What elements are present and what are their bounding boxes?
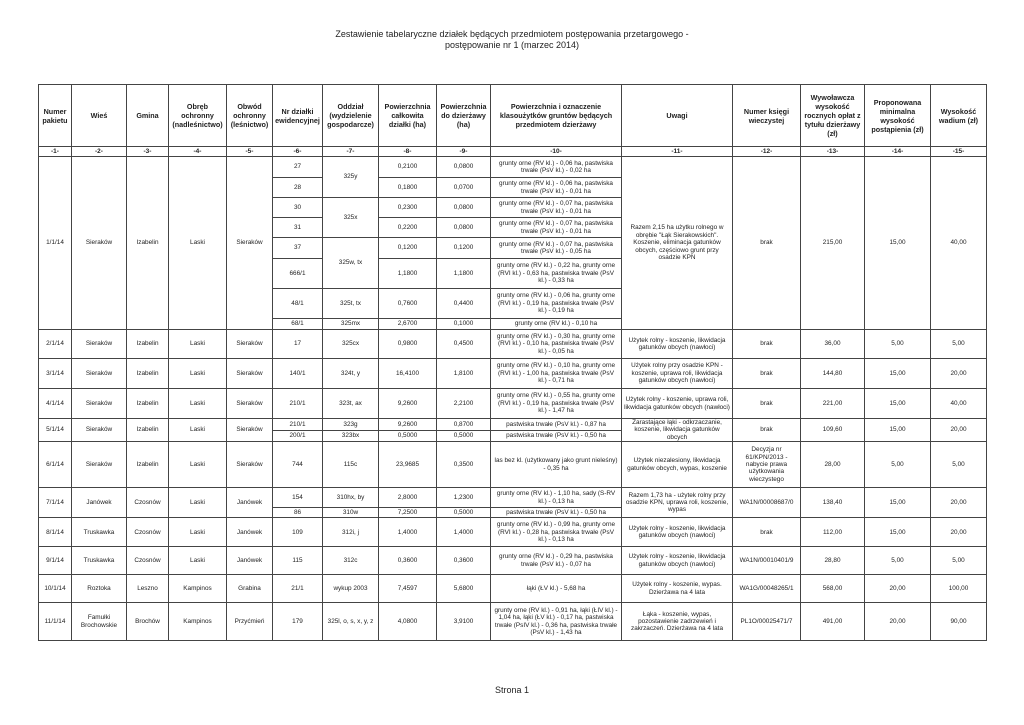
min-bid-increment: 15,00	[865, 488, 931, 518]
header-cell: Numer pakietu	[39, 85, 72, 147]
column-number: -13-	[801, 147, 865, 157]
deposit: 40,00	[931, 389, 987, 419]
column-number: -6-	[273, 147, 323, 157]
header-cell: Powierzchnia i oznaczenie klasoużytków gruntów będących przedmiotem dzierżawy	[491, 85, 622, 147]
forest-section: 324t, y	[323, 359, 379, 389]
packet-number: 10/1/14	[39, 575, 72, 603]
deposit: 40,00	[931, 157, 987, 330]
protective-circuit: Janówek	[227, 488, 273, 518]
parcel-number: 210/1	[273, 419, 323, 431]
column-number: -7-	[323, 147, 379, 157]
protective-district: Laski	[169, 518, 227, 547]
table-row	[39, 389, 987, 419]
village: Sieraków	[72, 359, 127, 389]
village: Sieraków	[72, 419, 127, 442]
forest-section: 325w, tx	[323, 238, 379, 289]
forest-section: wykup 2003	[323, 575, 379, 603]
protective-district: Laski	[169, 359, 227, 389]
total-area: 1,4000	[379, 518, 437, 547]
min-bid-increment: 5,00	[865, 547, 931, 575]
parcel-number: 115	[273, 547, 323, 575]
header-cell: Powierzchnia do dzierżawy (ha)	[437, 85, 491, 147]
column-number: -10-	[491, 147, 622, 157]
remarks: Użytek rolny przy osadzie KPN - koszenie, uprawa roli, likwidacja gatunków obcych (nawłoci)	[622, 359, 733, 389]
protective-district: Kampinos	[169, 575, 227, 603]
column-number: -9-	[437, 147, 491, 157]
commune: Czosnów	[127, 518, 169, 547]
deposit: 20,00	[931, 488, 987, 518]
starting-fee: 491,00	[801, 603, 865, 641]
forest-section: 325cx	[323, 330, 379, 359]
lease-area: 0,3500	[437, 442, 491, 488]
remarks: Razem 1,73 ha - użytek rolny przy osadzie KPN, uprawa roli, koszenie, wypas	[622, 488, 733, 518]
land-classes: grunty orne (RV kl.) - 1,10 ha, sady (S-RV kl.) - 0,13 ha	[491, 488, 622, 508]
column-number: -3-	[127, 147, 169, 157]
lease-area: 0,0800	[437, 198, 491, 218]
table-row	[39, 442, 987, 488]
commune: Izabelin	[127, 389, 169, 419]
starting-fee: 36,00	[801, 330, 865, 359]
header-cell: Numer księgi wieczystej	[733, 85, 801, 147]
total-area: 23,9685	[379, 442, 437, 488]
commune: Czosnów	[127, 547, 169, 575]
protective-circuit: Janówek	[227, 518, 273, 547]
packet-number: 6/1/14	[39, 442, 72, 488]
land-classes: grunty orne (RV kl.) - 0,29 ha, pastwiska trwałe (PsV kl.) - 0,07 ha	[491, 547, 622, 575]
lease-area: 0,0800	[437, 157, 491, 178]
lease-area: 0,4400	[437, 289, 491, 319]
parcel-number: 68/1	[273, 319, 323, 330]
min-bid-increment: 5,00	[865, 442, 931, 488]
remarks: Użytek rolny - koszenie, likwidacja gatunków obcych (nawłoci)	[622, 518, 733, 547]
packet-number: 11/1/14	[39, 603, 72, 641]
protective-district: Laski	[169, 389, 227, 419]
starting-fee: 221,00	[801, 389, 865, 419]
total-area: 7,4597	[379, 575, 437, 603]
total-area: 0,3600	[379, 547, 437, 575]
total-area: 4,0800	[379, 603, 437, 641]
total-area: 0,2100	[379, 157, 437, 178]
parcel-number: 30	[273, 198, 323, 218]
header-cell: Powierzchnia całkowita działki (ha)	[379, 85, 437, 147]
lease-area: 1,8100	[437, 359, 491, 389]
parcel-number: 31	[273, 218, 323, 238]
protective-circuit: Grabina	[227, 575, 273, 603]
protective-district: Laski	[169, 547, 227, 575]
parcel-number: 37	[273, 238, 323, 259]
column-number: -8-	[379, 147, 437, 157]
table-row	[39, 603, 987, 641]
forest-section: 325l, o, s, x, y, z	[323, 603, 379, 641]
remarks: Zarastające łąki - odkrzaczanie, koszenie, likwidacja gatunków obcych	[622, 419, 733, 442]
total-area: 16,4100	[379, 359, 437, 389]
land-classes: grunty orne (RV kl.) - 0,06 ha, grunty orne (RVI kl.) - 0,19 ha, pastwiska trwałe (PsV kl.) - 0,19 ha	[491, 289, 622, 319]
village: Sieraków	[72, 442, 127, 488]
commune: Izabelin	[127, 330, 169, 359]
village: Sieraków	[72, 330, 127, 359]
total-area: 2,8000	[379, 488, 437, 508]
remarks: Łąka - koszenie, wypas, pozostawienie zadrzewień i zakrzaczeń. Dzierżawa na 4 lata	[622, 603, 733, 641]
table-row	[39, 419, 987, 431]
land-register: Decyzja nr 61/KPN/2013 - nabycie prawa użytkowania wieczystego	[733, 442, 801, 488]
land-register: brak	[733, 518, 801, 547]
parcel-number: 28	[273, 178, 323, 198]
header-row	[39, 85, 987, 147]
land-register: WA1G/00048265/1	[733, 575, 801, 603]
starting-fee: 28,00	[801, 442, 865, 488]
land-classes: pastwiska trwałe (PsV kl.) - 0,50 ha	[491, 508, 622, 518]
column-number: -1-	[39, 147, 72, 157]
column-number-row	[39, 147, 987, 157]
lease-area: 0,5000	[437, 508, 491, 518]
parcel-number: 86	[273, 508, 323, 518]
forest-section: 325x	[323, 198, 379, 238]
lease-area: 0,0800	[437, 218, 491, 238]
protective-circuit: Sieraków	[227, 419, 273, 442]
forest-section: 310w	[323, 508, 379, 518]
starting-fee: 112,00	[801, 518, 865, 547]
land-classes: łąki (ŁV kl.) - 5,68 ha	[491, 575, 622, 603]
parcel-number: 27	[273, 157, 323, 178]
protective-circuit: Sieraków	[227, 389, 273, 419]
min-bid-increment: 15,00	[865, 157, 931, 330]
table-row	[39, 518, 987, 547]
land-classes: grunty orne (RV kl.) - 0,06 ha, pastwiska trwałe (PsV kl.) - 0,02 ha	[491, 157, 622, 178]
total-area: 1,1800	[379, 259, 437, 289]
land-classes: grunty orne (RV kl.) - 0,07 ha, pastwiska trwałe (PsV kl.) - 0,05 ha	[491, 238, 622, 259]
protective-district: Laski	[169, 442, 227, 488]
land-register: brak	[733, 359, 801, 389]
lease-area: 0,1000	[437, 319, 491, 330]
total-area: 7,2500	[379, 508, 437, 518]
header-cell: Obręb ochronny (nadleśnictwo)	[169, 85, 227, 147]
land-register: WA1N/00008687/0	[733, 488, 801, 518]
document-title	[0, 29, 1024, 51]
village: Famułki Brochowskie	[72, 603, 127, 641]
lease-area: 0,3600	[437, 547, 491, 575]
min-bid-increment: 20,00	[865, 575, 931, 603]
header-cell: Gmina	[127, 85, 169, 147]
protective-district: Laski	[169, 488, 227, 518]
table-row	[39, 488, 987, 508]
commune: Izabelin	[127, 359, 169, 389]
packet-number: 2/1/14	[39, 330, 72, 359]
forest-section: 312c	[323, 547, 379, 575]
forest-section: 115c	[323, 442, 379, 488]
land-register: WA1N/00010401/9	[733, 547, 801, 575]
total-area: 0,5000	[379, 430, 437, 442]
deposit: 90,00	[931, 603, 987, 641]
land-classes: grunty orne (RV kl.) - 0,10 ha	[491, 319, 622, 330]
parcel-number: 179	[273, 603, 323, 641]
protective-circuit: Janówek	[227, 547, 273, 575]
protective-circuit: Sieraków	[227, 157, 273, 330]
table-row	[39, 330, 987, 359]
land-classes: grunty orne (RV kl.) - 0,07 ha, pastwiska trwałe (PsV kl.) - 0,01 ha	[491, 198, 622, 218]
land-classes: grunty orne (RV kl.) - 0,07 ha, pastwiska trwałe (PsV kl.) - 0,01 ha	[491, 218, 622, 238]
remarks: Użytek niezalesiony, likwidacja gatunków obcych, wypas, koszenie	[622, 442, 733, 488]
min-bid-increment: 15,00	[865, 518, 931, 547]
title-line-2: postępowanie nr 1 (marzec 2014)	[444, 40, 580, 50]
lease-area: 5,6800	[437, 575, 491, 603]
parcel-number: 154	[273, 488, 323, 508]
table-row	[39, 575, 987, 603]
header-cell: Wieś	[72, 85, 127, 147]
total-area: 2,6700	[379, 319, 437, 330]
forest-section: 325mx	[323, 319, 379, 330]
lease-area: 0,5000	[437, 430, 491, 442]
packet-number: 9/1/14	[39, 547, 72, 575]
commune: Czosnów	[127, 488, 169, 518]
land-classes: grunty orne (RV kl.) - 0,55 ha, grunty orne (RVI kl.) - 0,19 ha, pastwiska trwałe (PsV kl.) - 1,47 ha	[491, 389, 622, 419]
packet-number: 5/1/14	[39, 419, 72, 442]
forest-section: 323g	[323, 419, 379, 431]
parcel-number: 109	[273, 518, 323, 547]
land-classes: grunty orne (RV kl.) - 0,06 ha, pastwiska trwałe (PsV kl.) - 0,01 ha	[491, 178, 622, 198]
land-classes: grunty orne (RV kl.) - 0,30 ha, grunty orne (RVI kl.) - 0,10 ha, pastwiska trwałe (PsV kl.) - 0,05 ha	[491, 330, 622, 359]
deposit: 100,00	[931, 575, 987, 603]
forest-section: 323bx	[323, 430, 379, 442]
land-classes: grunty orne (RV kl.) - 0,10 ha, grunty orne (RVI kl.) - 1,00 ha, pastwiska trwałe (PsV kl.) - 0,71 ha	[491, 359, 622, 389]
lease-area: 0,0700	[437, 178, 491, 198]
lease-area: 0,4500	[437, 330, 491, 359]
lease-area: 1,4000	[437, 518, 491, 547]
forest-section: 323t, ax	[323, 389, 379, 419]
table-row	[39, 157, 987, 178]
starting-fee: 28,80	[801, 547, 865, 575]
header-cell: Obwód ochronny (leśnictwo)	[227, 85, 273, 147]
column-number: -15-	[931, 147, 987, 157]
parcel-number: 666/1	[273, 259, 323, 289]
village: Roztoka	[72, 575, 127, 603]
column-number: -12-	[733, 147, 801, 157]
village: Sieraków	[72, 389, 127, 419]
starting-fee: 109,60	[801, 419, 865, 442]
commune: Izabelin	[127, 442, 169, 488]
remarks: Razem 2,15 ha użytku rolnego w obrębie "Łąk Sierakowskich". Koszenie, eliminacja gatunków obcych, częściowo grunt przy osadzie KPN	[622, 157, 733, 330]
total-area: 9,2600	[379, 389, 437, 419]
min-bid-increment: 20,00	[865, 603, 931, 641]
protective-district: Laski	[169, 419, 227, 442]
commune: Izabelin	[127, 157, 169, 330]
land-classes: grunty orne (RV kl.) - 0,91 ha, łąki (ŁIV kl.) - 1,04 ha, łąki (ŁV kl.) - 0,17 ha, pastwiska trwałe (PsIV kl.) - 0,36 ha, pastwiska trwałe (PsV kl.) - 1,43 ha	[491, 603, 622, 641]
land-classes: las bez kl. (użytkowany jako grunt nieleśny) - 0,35 ha	[491, 442, 622, 488]
village: Janówek	[72, 488, 127, 518]
deposit: 20,00	[931, 518, 987, 547]
lease-area: 0,1200	[437, 238, 491, 259]
land-classes: grunty orne (RV kl.) - 0,99 ha, grunty orne (RVI kl.) - 0,28 ha, pastwiska trwałe (PsV kl.) - 0,13 ha	[491, 518, 622, 547]
total-area: 0,1800	[379, 178, 437, 198]
parcels-table	[38, 84, 987, 641]
commune: Izabelin	[127, 419, 169, 442]
total-area: 9,2600	[379, 419, 437, 431]
deposit: 20,00	[931, 359, 987, 389]
deposit: 5,00	[931, 547, 987, 575]
deposit: 5,00	[931, 330, 987, 359]
column-number: -11-	[622, 147, 733, 157]
starting-fee: 568,00	[801, 575, 865, 603]
remarks: Użytek rolny - koszenie, likwidacja gatunków obcych (nawłoci)	[622, 330, 733, 359]
land-classes: pastwiska trwałe (PsV kl.) - 0,87 ha	[491, 419, 622, 431]
land-register: brak	[733, 419, 801, 442]
protective-district: Kampinos	[169, 603, 227, 641]
parcel-number: 48/1	[273, 289, 323, 319]
column-number: -5-	[227, 147, 273, 157]
protective-circuit: Sieraków	[227, 359, 273, 389]
forest-section: 312i, j	[323, 518, 379, 547]
parcel-number: 140/1	[273, 359, 323, 389]
starting-fee: 138,40	[801, 488, 865, 518]
protective-district: Laski	[169, 330, 227, 359]
column-number: -4-	[169, 147, 227, 157]
header-cell: Uwagi	[622, 85, 733, 147]
total-area: 0,2300	[379, 198, 437, 218]
remarks: Użytek rolny - koszenie, likwidacja gatunków obcych (nawłoci)	[622, 547, 733, 575]
land-classes: pastwiska trwałe (PsV kl.) - 0,50 ha	[491, 430, 622, 442]
table-row	[39, 359, 987, 389]
protective-district: Laski	[169, 157, 227, 330]
protective-circuit: Sieraków	[227, 330, 273, 359]
land-classes: grunty orne (RV kl.) - 0,22 ha, grunty orne (RVI kl.) - 0,63 ha, pastwiska trwałe (PsV kl.) - 0,33 ha	[491, 259, 622, 289]
min-bid-increment: 15,00	[865, 419, 931, 442]
land-register: PL1O/00025471/7	[733, 603, 801, 641]
packet-number: 4/1/14	[39, 389, 72, 419]
table-row	[39, 547, 987, 575]
min-bid-increment: 15,00	[865, 389, 931, 419]
total-area: 0,2200	[379, 218, 437, 238]
village: Truskawka	[72, 518, 127, 547]
remarks: Użytek rolny - koszenie, wypas. Dzierżawa na 4 lata	[622, 575, 733, 603]
min-bid-increment: 15,00	[865, 359, 931, 389]
column-number: -14-	[865, 147, 931, 157]
total-area: 0,7600	[379, 289, 437, 319]
land-register: brak	[733, 330, 801, 359]
protective-circuit: Sieraków	[227, 442, 273, 488]
packet-number: 1/1/14	[39, 157, 72, 330]
header-cell: Wywoławcza wysokość rocznych opłat z tytułu dzierżawy (zł)	[801, 85, 865, 147]
starting-fee: 215,00	[801, 157, 865, 330]
lease-area: 1,2300	[437, 488, 491, 508]
forest-section: 325y	[323, 157, 379, 198]
lease-area: 1,1800	[437, 259, 491, 289]
remarks: Użytek rolny - koszenie, uprawa roli, likwidacja gatunków obcych (nawłoci)	[622, 389, 733, 419]
land-register: brak	[733, 157, 801, 330]
forest-section: 325t, tx	[323, 289, 379, 319]
header-cell: Proponowana minimalna wysokość postąpienia (zł)	[865, 85, 931, 147]
lease-area: 2,2100	[437, 389, 491, 419]
packet-number: 8/1/14	[39, 518, 72, 547]
header-cell: Nr działki ewidencyjnej	[273, 85, 323, 147]
parcel-number: 210/1	[273, 389, 323, 419]
deposit: 20,00	[931, 419, 987, 442]
land-register: brak	[733, 389, 801, 419]
packet-number: 7/1/14	[39, 488, 72, 518]
total-area: 0,1200	[379, 238, 437, 259]
column-number: -2-	[72, 147, 127, 157]
header-cell: Oddział (wydzielenie gospodarcze)	[323, 85, 379, 147]
parcel-number: 17	[273, 330, 323, 359]
parcel-number: 200/1	[273, 430, 323, 442]
village: Truskawka	[72, 547, 127, 575]
page-footer: Strona 1	[494, 685, 530, 695]
starting-fee: 144,80	[801, 359, 865, 389]
total-area: 0,9800	[379, 330, 437, 359]
lease-area: 0,8700	[437, 419, 491, 431]
commune: Leszno	[127, 575, 169, 603]
forest-section: 310hx, by	[323, 488, 379, 508]
parcel-number: 21/1	[273, 575, 323, 603]
title-line-1: Zestawienie tabelaryczne działek będących przedmiotem postępowania przetargowego -	[335, 29, 689, 39]
min-bid-increment: 5,00	[865, 330, 931, 359]
deposit: 5,00	[931, 442, 987, 488]
commune: Brochów	[127, 603, 169, 641]
header-cell: Wysokość wadium (zł)	[931, 85, 987, 147]
protective-circuit: Przyćmień	[227, 603, 273, 641]
packet-number: 3/1/14	[39, 359, 72, 389]
lease-area: 3,9100	[437, 603, 491, 641]
village: Sieraków	[72, 157, 127, 330]
parcel-number: 744	[273, 442, 323, 488]
